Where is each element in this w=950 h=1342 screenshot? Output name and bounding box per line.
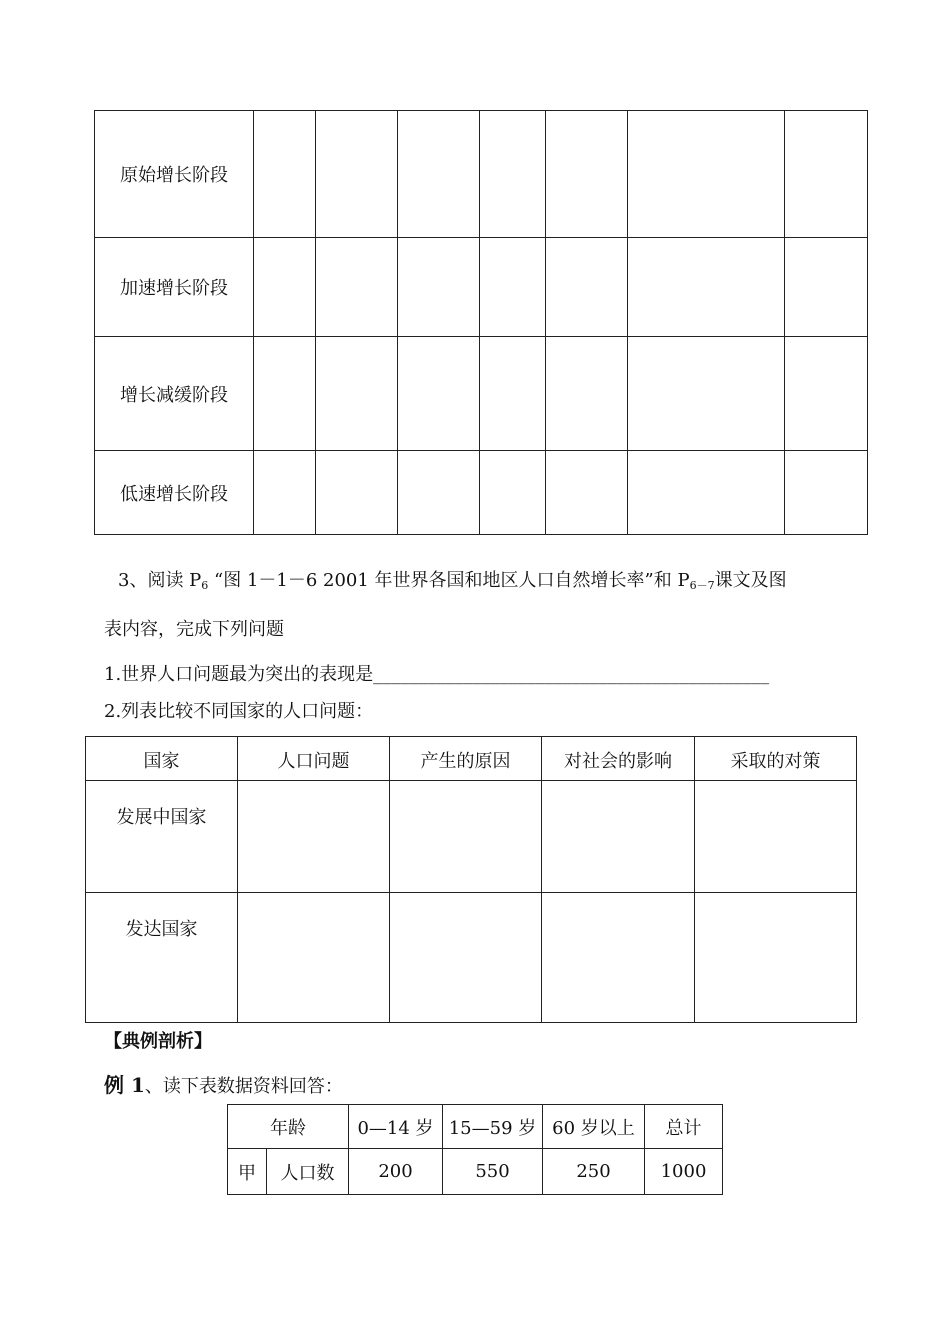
column-header: 国家: [86, 737, 238, 781]
table-cell: 550: [443, 1149, 543, 1195]
column-header: 人口问题: [238, 737, 390, 781]
row-group: 甲: [228, 1149, 267, 1195]
section-title: 【典例剖析】: [104, 1031, 212, 1052]
stage-label: 加速增长阶段: [95, 238, 254, 337]
table-cell: 200: [349, 1149, 443, 1195]
table-row: [95, 238, 868, 337]
table-row: [86, 781, 857, 893]
table-row: [86, 893, 857, 1023]
row-label: 发达国家: [86, 893, 238, 1023]
column-header: 60 岁以上: [543, 1105, 645, 1149]
column-header: 采取的对策: [695, 737, 857, 781]
question3-line1: 3、阅读 $P_6$ “图 1－1－6 2001 年世界各国和地区人口自然增长率”和 $P_{6-7}$课文及图: [118, 570, 787, 592]
question3-line2: 表内容，完成下列问题: [104, 619, 284, 640]
question3-item2: 2.列表比较不同国家的人口问题：: [104, 701, 374, 722]
example-line: 例 1、读下表数据资料回答：: [104, 1073, 343, 1097]
row-label: 发展中国家: [86, 781, 238, 893]
table-header-row: [86, 737, 857, 781]
column-header: 15—59 岁: [443, 1105, 543, 1149]
table-row: [228, 1149, 723, 1195]
table-header-row: [228, 1105, 723, 1149]
column-header: 0—14 岁: [349, 1105, 443, 1149]
column-header: 年龄: [228, 1105, 349, 1149]
table-row: [95, 451, 868, 535]
stage-label: 低速增长阶段: [95, 451, 254, 535]
column-header: 总计: [645, 1105, 723, 1149]
table-row: [95, 111, 868, 238]
table-cell: 1000: [645, 1149, 723, 1195]
table-row: [95, 337, 868, 451]
column-header: 对社会的影响: [542, 737, 695, 781]
example-table: [227, 1104, 723, 1195]
stages-table: [94, 110, 868, 535]
row-label: 人口数: [267, 1149, 349, 1195]
question3-item1: 1.世界人口问题最为突出的表现是____________________________________________: [104, 664, 770, 685]
stage-label: 增长减缓阶段: [95, 337, 254, 451]
table-cell: 250: [543, 1149, 645, 1195]
column-header: 产生的原因: [390, 737, 542, 781]
problems-table: [85, 736, 857, 1023]
stage-label: 原始增长阶段: [95, 111, 254, 238]
